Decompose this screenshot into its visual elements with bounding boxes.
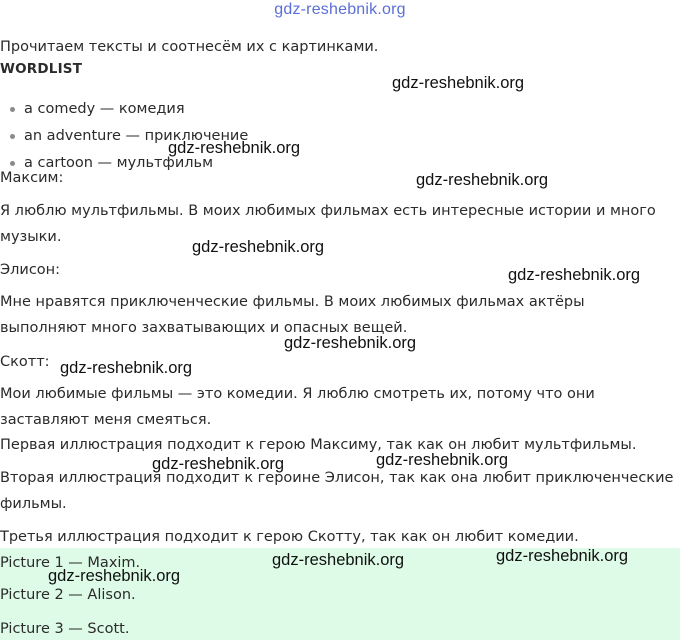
speaker-alison: Элисон: [0,262,61,278]
explanation-1: Первая иллюстрация подходит к герою Максиму, так как он любит мультфильмы. [0,437,637,453]
watermark: gdz-reshebnik.org [508,266,641,284]
watermark: gdz-reshebnik.org [48,567,181,585]
watermark: gdz-reshebnik.org [192,238,325,256]
answer-3: Picture 3 — Scott. [0,621,130,637]
wordlist-item-text: a comedy — комедия [24,101,185,117]
speaker-scott: Скотт: [0,354,50,370]
answer-1: Picture 1 — Maxim. [0,555,141,571]
speaker-maxim: Максим: [0,170,64,186]
watermark: gdz-reshebnik.org [152,455,285,473]
text-alison: Мне нравятся приключенческие фильмы. В моих любимых фильмах актёры выполняют много захватывающих и опасных вещей. [0,294,585,336]
watermark: gdz-reshebnik.org [392,74,525,92]
wordlist-item [10,96,248,123]
watermark: gdz-reshebnik.org [60,359,193,377]
site-header-watermark[interactable]: gdz-reshebnik.org [274,1,406,18]
bullet-icon [10,107,15,112]
text-maxim: Я люблю мультфильмы. В моих любимых фильмах есть интересные истории и много музыки. [0,203,656,245]
watermark: gdz-reshebnik.org [376,451,509,469]
explanation-2: Вторая иллюстрация подходит к героине Элисон, так как она любит приключенческие фильмы. [0,470,674,512]
watermark: gdz-reshebnik.org [168,139,301,157]
watermark: gdz-reshebnik.org [284,334,417,352]
intro-text: Прочитаем тексты и соотнесём их с картинками. [0,39,379,55]
watermark: gdz-reshebnik.org [272,551,405,569]
wordlist-heading: WORDLIST [0,61,83,77]
watermark: gdz-reshebnik.org [416,171,549,189]
wordlist-item-text: a cartoon — мультфильм [24,155,214,171]
wordlist-item-text: an adventure — приключение [24,128,249,144]
explanation-3: Третья иллюстрация подходит к герою Скотту, так как он любит комедии. [0,529,579,545]
bullet-icon [10,134,15,139]
text-scott: Мои любимые фильмы — это комедии. Я люблю смотреть их, потому что они заставляют меня смеяться. [0,386,595,428]
answer-2: Picture 2 — Alison. [0,587,136,603]
watermark: gdz-reshebnik.org [496,547,629,565]
